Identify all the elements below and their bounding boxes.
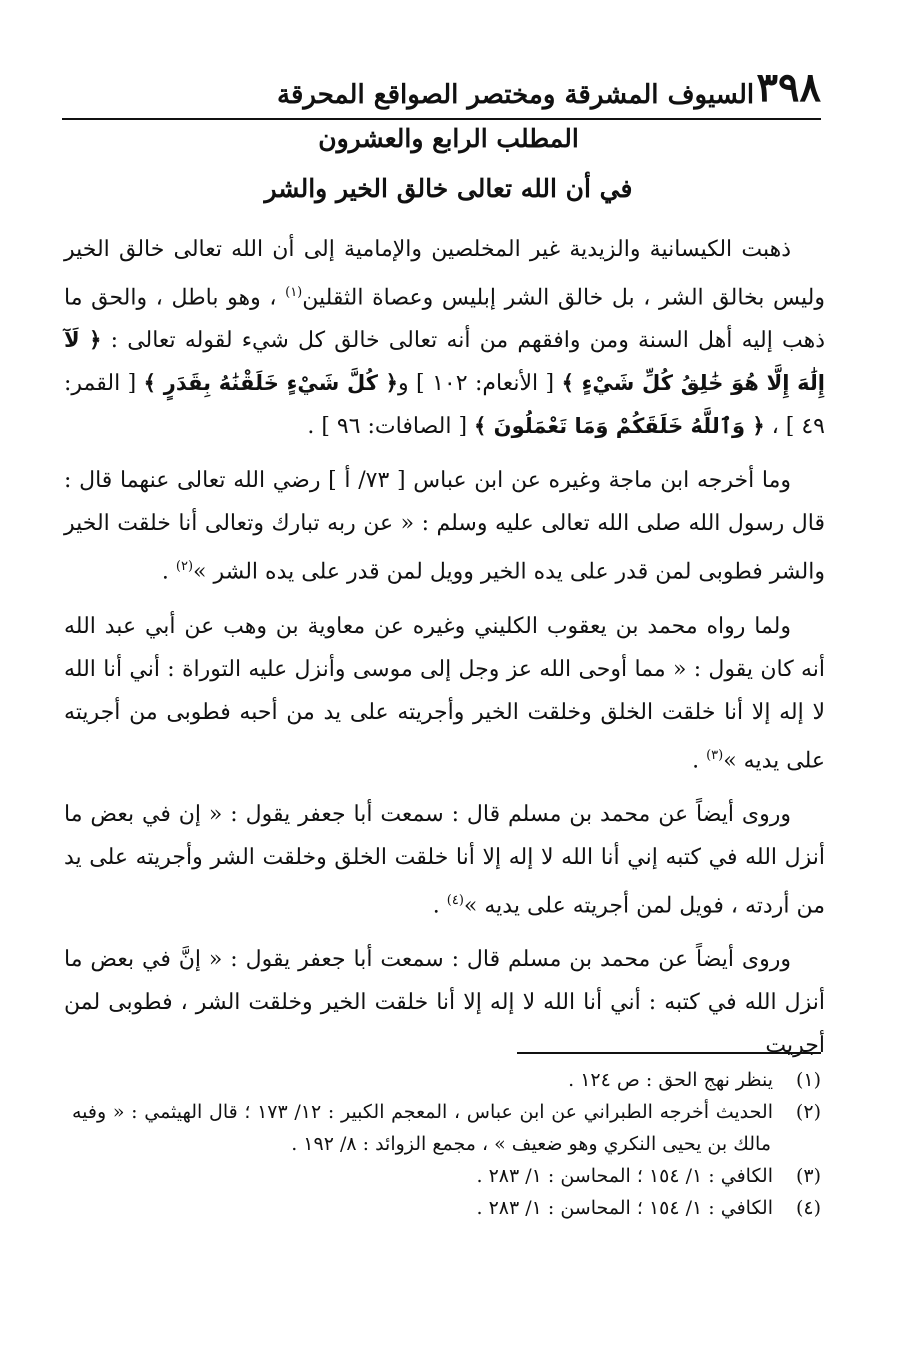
- sentence-end: .: [692, 747, 707, 773]
- page-number: ٣٩٨: [756, 64, 821, 111]
- paragraph-text: ، وهو باطل ، والحق ما ذهب إليه أهل السنة ومن وافقهم من أنه تعالى خالق كل شيء لقوله تعالى :: [64, 285, 825, 354]
- footnotes: [72, 1064, 821, 1224]
- paragraph-2: [64, 459, 825, 593]
- footnote-number: (١): [795, 1069, 821, 1091]
- paragraph-text: وروى أيضاً عن محمد بن مسلم قال : سمعت أبا جعفر يقول : « إن في بعض ما أنزل الله في كتبه إني أنا الله لا إله إلا أنا خلقت الخلق وخلقت الشر وأجريته على يد من أردته ، فويل لمن أجريته على يديه »: [64, 801, 825, 919]
- paragraph-text: ذهبت الكيسانية والزيدية غير المخلصين والإمامية إلى أن الله تعالى خالق الخير وليس بخالق الشر ، بل خالق الشر إبليس وعصاة الثقلين: [64, 237, 825, 311]
- running-title: السيوف المشرقة ومختصر الصواقع المحرقة: [277, 80, 755, 110]
- paragraph-3: [64, 605, 825, 782]
- footnote-text: الكافي : ١/ ١٥٤ ؛ المحاسن : ١/ ٢٨٣ .: [476, 1165, 773, 1187]
- footnote-reference: (٤): [446, 892, 464, 908]
- header-divider: [62, 118, 821, 120]
- footnote-reference: (٣): [706, 747, 724, 763]
- section-title: المطلب الرابع والعشرون: [318, 124, 579, 153]
- main-text: [64, 228, 825, 1078]
- paragraph-5: [64, 938, 825, 1067]
- sentence-end: .: [432, 893, 447, 919]
- paragraph-text: وما أخرجه ابن ماجة وغيره عن ابن عباس [ ٧٣/ أ ] رضي الله تعالى عنهما قال : قال رسول الله صلى الله تعالى عليه وسلم : « عن ربه تبارك وتعالى أنا خلقت الخير والشر فطوبى لمن قدر على يده الخير وويل لمن قدر على يده الشر »: [64, 468, 825, 585]
- footnote-number: (٤): [795, 1197, 821, 1219]
- footnote-item: [72, 1096, 821, 1160]
- conjunction: و: [397, 371, 409, 397]
- footnote-number: (٣): [795, 1165, 821, 1187]
- footnote-reference: (١): [285, 285, 303, 300]
- verse-citation: [ الصافات: ٩٦ ] .: [307, 414, 468, 440]
- verse-citation: [ الأنعام: ١٠٢ ]: [416, 371, 555, 397]
- footnote-number: (٢): [795, 1101, 821, 1123]
- paragraph-1: [64, 228, 825, 448]
- footnote-item: [72, 1160, 821, 1192]
- paragraph-4: [64, 793, 825, 927]
- footnote-text: ينظر نهج الحق : ص ١٢٤ .: [568, 1069, 773, 1091]
- paragraph-text: وروى أيضاً عن محمد بن مسلم قال : سمعت أبا جعفر يقول : « إنَّ في بعض ما أنزل الله في كتبه : أني أنا الله لا إله إلا أنا خلقت الخير وخلقت الشر ، فطوبى لمن أجريت: [64, 947, 825, 1059]
- quran-verse: ﴿ وَٱللَّهُ خَلَقَكُمْ وَمَا تَعْمَلُونَ ﴾: [474, 414, 765, 439]
- footnote-text: الحديث أخرجه الطبراني عن ابن عباس ، المعجم الكبير : ١٢/ ١٧٣ ؛ قال الهيثمي : « وفيه مالك بن يحيى النكري وهو ضعيف » ، مجمع الزوائد : ٨/ ١٩٢ .: [72, 1101, 773, 1155]
- footnote-divider: [517, 1052, 821, 1054]
- verse-citation: [ القمر: ٤٩ ] ،: [64, 371, 825, 440]
- footnote-item: [72, 1192, 821, 1224]
- footnote-item: [72, 1064, 821, 1096]
- quran-verse: ﴿ كُلَّ شَيْءٍ خَلَقْنَٰهُ بِقَدَرٍ ﴾: [143, 371, 398, 396]
- footnote-text: الكافي : ١/ ١٥٤ ؛ المحاسن : ١/ ٢٨٣ .: [476, 1197, 773, 1219]
- page-header: [62, 62, 821, 120]
- paragraph-text: ولما رواه محمد بن يعقوب الكليني وغيره عن معاوية بن وهب عن أبي عبد الله أنه كان يقول : « مما أوحى الله عز وجل إلى موسى وأنزل عليه التوراة : أني أنا الله لا إله إلا أنا خلقت الخلق وخلقت الخير وأجريته على يد من أحبه فطوبى من أجريته على يديه »: [64, 613, 825, 773]
- section-subtitle: في أن الله تعالى خالق الخير والشر: [264, 174, 633, 203]
- quran-verse: ﴿ لَآ إِلَٰهَ إِلَّا هُوَ خَٰلِقُ كُلِّ شَيْءٍ ﴾: [64, 328, 825, 396]
- sentence-end: .: [161, 559, 176, 585]
- footnote-reference: (٢): [175, 559, 194, 575]
